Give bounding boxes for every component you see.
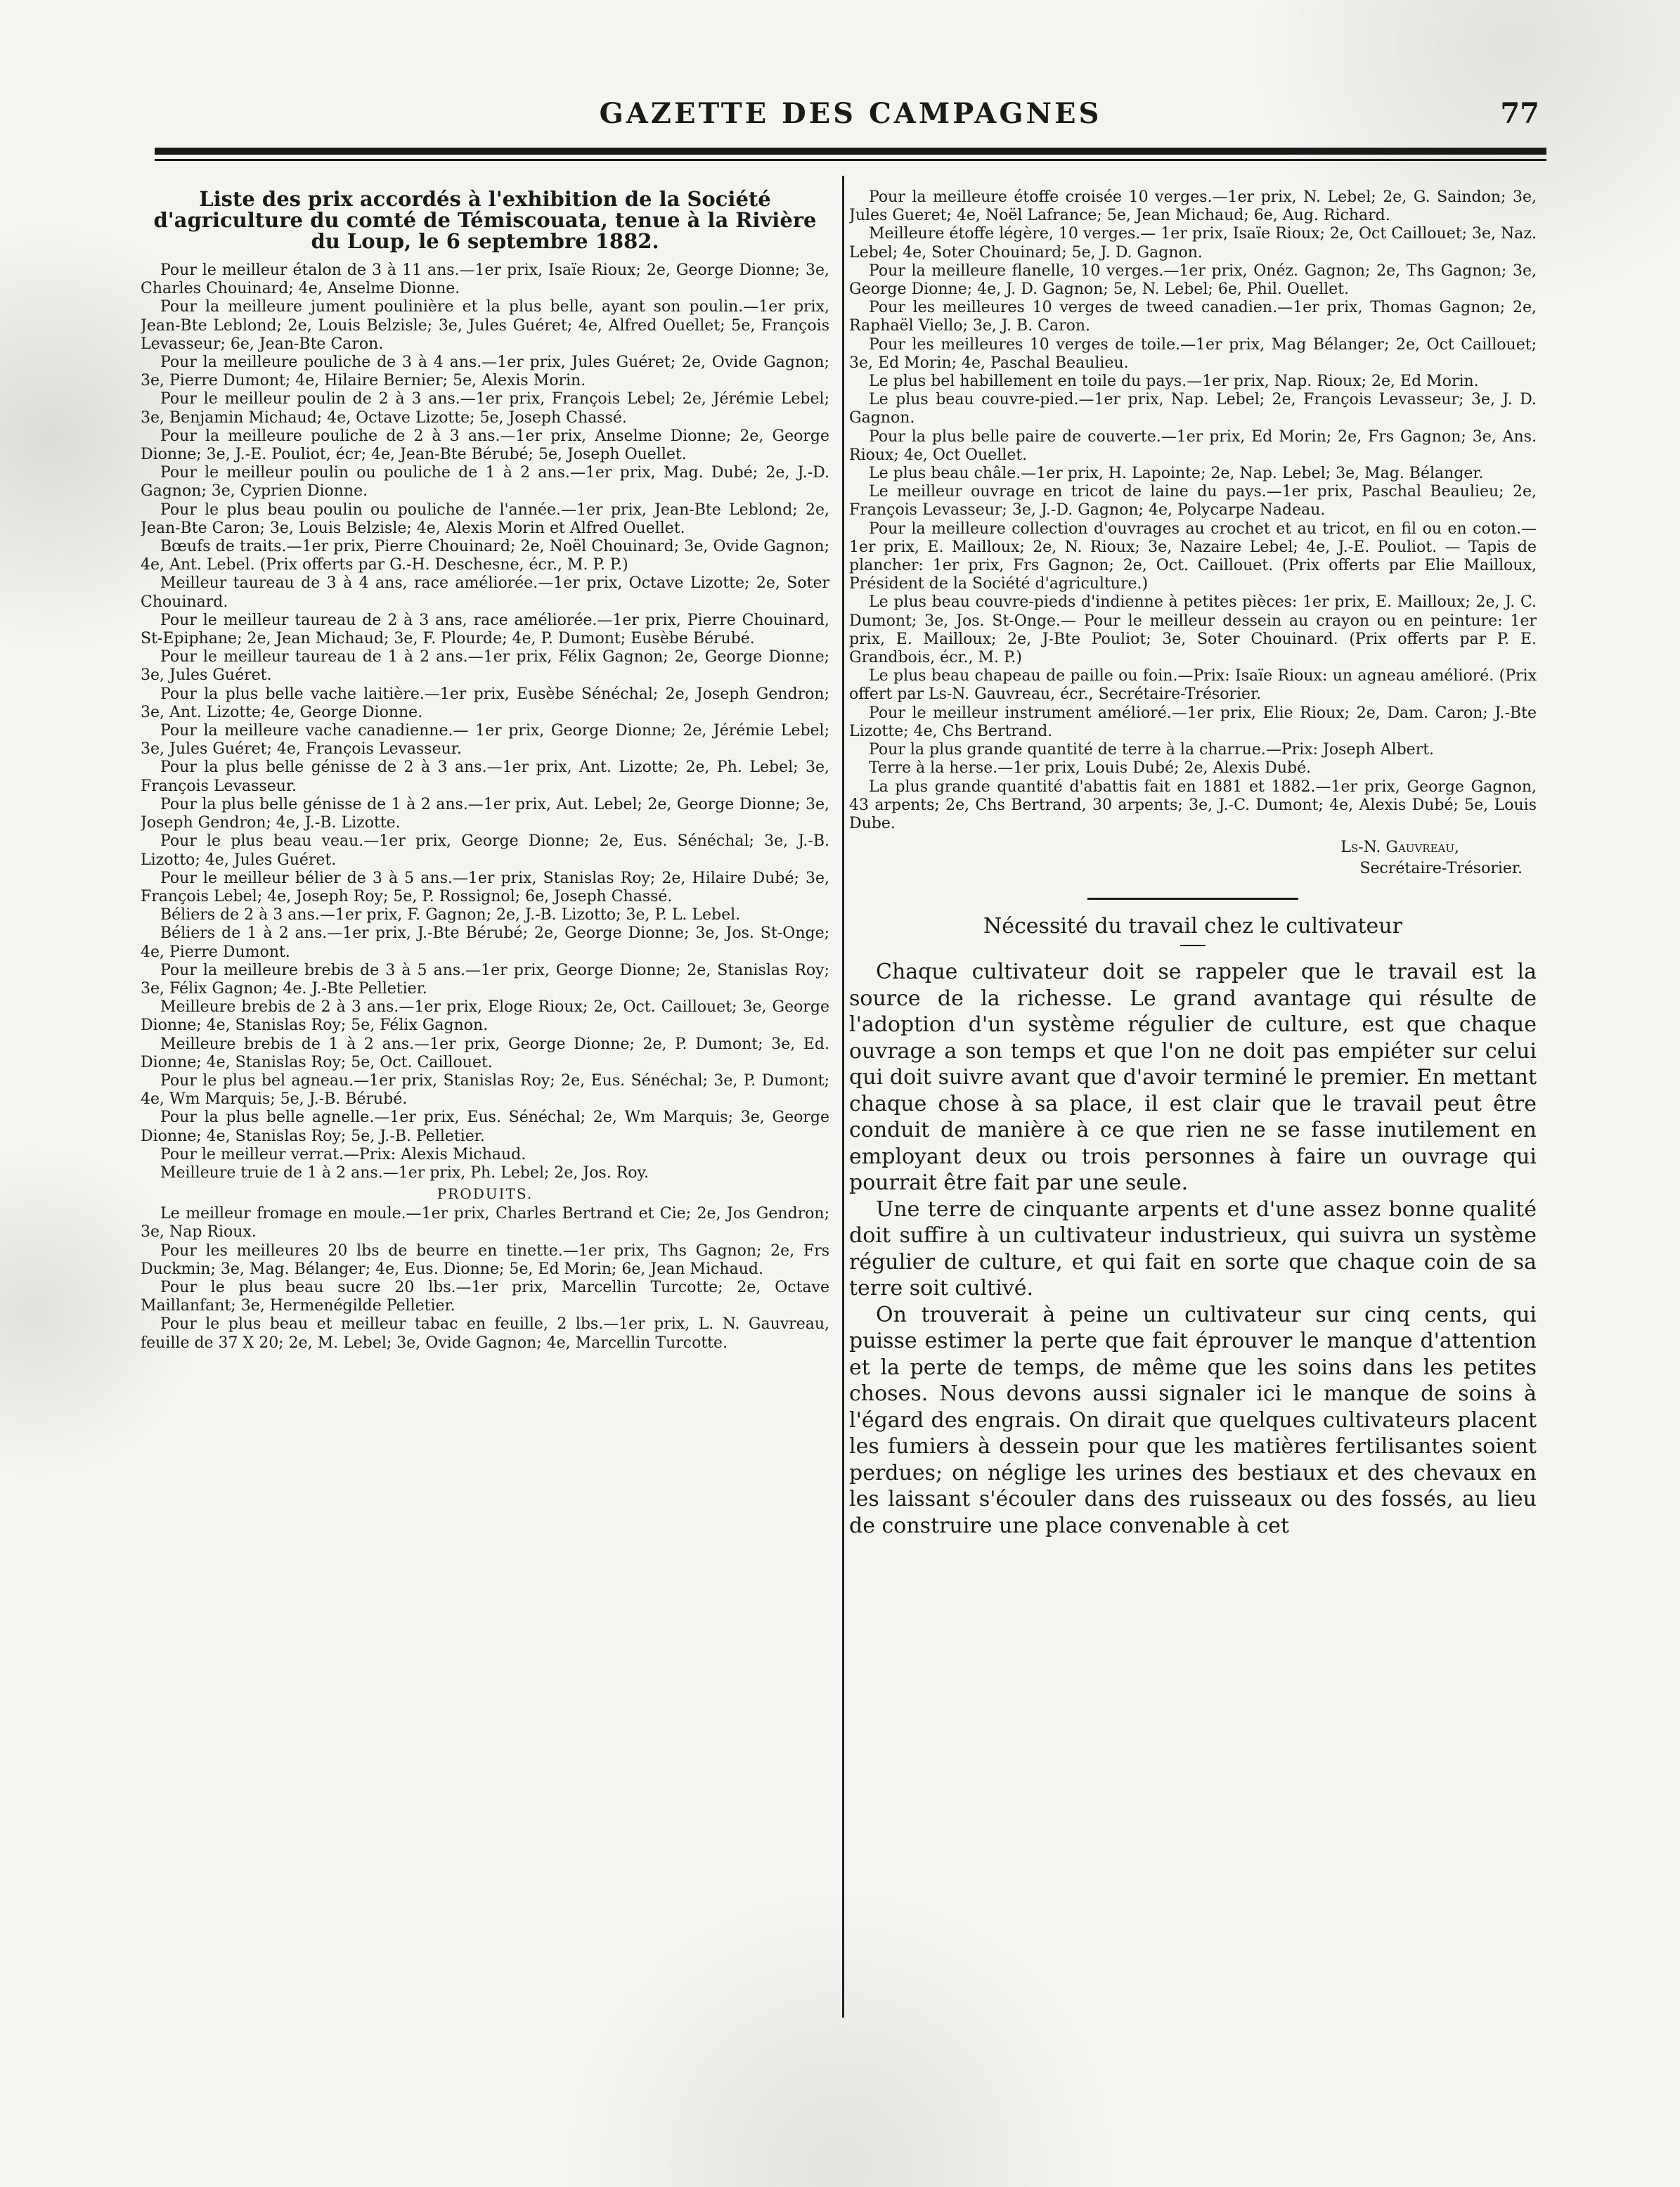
prize-entry: Pour la plus belle génisse de 1 à 2 ans.—1er prix, Aut. Lebel; 2e, George Dionne; 3e, Joseph Gendron; 4e, J.-B. Lizotte. (141, 795, 829, 832)
prize-entry: Pour les meilleures 10 verges de tweed canadien.—1er prix, Thomas Gagnon; 2e, Raphaël Viello; 3e, J. B. Caron. (849, 299, 1537, 335)
header-rule-thin (155, 159, 1546, 161)
prize-entry: Pour le meilleur taureau de 2 à 3 ans, race améliorée.—1er prix, Pierre Chouinard, St-Epiphane; 2e, Jean Michaud; 3e, F. Plourde; 4e, P. Dumont; Eusèbe Bérubé. (141, 611, 829, 648)
prize-entry: Pour le meilleur poulin ou pouliche de 1 à 2 ans.—1er prix, Mag. Dubé; 2e, J.-D. Gagnon; 3e, Cyprien Dionne. (141, 464, 829, 501)
prize-list (141, 262, 829, 1182)
prize-entry: Pour la meilleure flanelle, 10 verges.—1er prix, Onéz. Gagnon; 2e, Ths Gagnon; 3e, George Dionne; 4e, J. D. Gagnon; 5e, N. Lebel; 6e, Phil. Ouellet. (849, 262, 1537, 299)
prize-entry: Pour la meilleure vache canadienne.— 1er prix, George Dionne; 2e, Jérémie Lebel; 3e, Jules Guéret; 4e, François Levasseur. (141, 722, 829, 759)
prize-entry: Le plus beau chapeau de paille ou foin.—Prix: Isaïe Rioux: un agneau amélioré. (Prix offert par Ls-N. Gauvreau, écr., Secrétaire-Trésorier. (849, 667, 1537, 704)
prize-entry: Le meilleur ouvrage en tricot de laine du pays.—1er prix, Paschal Beaulieu; 2e, François Levasseur; 3e, J.-D. Gagnon; 4e, Polycarpe Nadeau. (849, 483, 1537, 520)
article-paragraph: Chaque cultivateur doit se rappeler que le travail est la source de la richesse. Le grand avantage qui résulte de l'adoption d'un système régulier de culture, est que chaque ouvrage a son temps et que l'on ne doit pas empiéter sur celui qui doit suivre avant que d'avoir terminé le premier. En mettant chaque chose à sa place, il est clair que le travail peut être conduit de manière à ce que rien ne se fasse inutilement en employant deux ou trois personnes à faire un ouvrage qui pourrait être fait par une seule. (849, 960, 1537, 1196)
prize-entry: Pour la plus belle génisse de 2 à 3 ans.—1er prix, Ant. Lizotte; 2e, Ph. Lebel; 3e, François Levasseur. (141, 759, 829, 795)
prize-entry: Pour le plus beau poulin ou pouliche de l'année.—1er prix, Jean-Bte Leblond; 2e, Jean-Bte Caron; 3e, Louis Belzisle; 4e, Alexis Morin et Alfred Ouellet. (141, 501, 829, 537)
signature (849, 837, 1537, 879)
prize-entry: Béliers de 2 à 3 ans.—1er prix, F. Gagnon; 2e, J.-B. Lizotto; 3e, P. L. Lebel. (160, 906, 741, 924)
right-column (849, 188, 1537, 2030)
prize-entry: Pour le plus beau veau.—1er prix, George Dionne; 2e, Eus. Sénéchal; 3e, J.-B. Lizotto; 4e, Jules Guéret. (141, 832, 829, 869)
signature-name: Ls-N. Gauvreau, (1340, 839, 1459, 857)
prize-entry: Le plus beau châle.—1er prix, H. Lapointe; 2e, Nap. Lebel; 3e, Mag. Bélanger. (869, 465, 1484, 483)
prize-entry: Pour le meilleur bélier de 3 à 5 ans.—1er prix, Stanislas Roy; 2e, Hilaire Dubé; 3e, François Lebel; 4e, Joseph Roy; 5e, P. Rossignol; 6e, Joseph Chassé. (141, 869, 829, 905)
products-heading: PRODUITS. (437, 1185, 534, 1203)
prize-entry: Pour la meilleure étoffe croisée 10 verges.—1er prix, N. Lebel; 2e, G. Saindon; 3e, Jules Gueret; 4e, Noël Lafrance; 5e, Jean Michaud; 6e, Aug. Richard. (849, 188, 1537, 225)
prize-list-continued (849, 188, 1537, 833)
newspaper-title: GAZETTE DES CAMPAGNES (599, 97, 1102, 130)
article-paragraph: Une terre de cinquante arpents et d'une assez bonne qualité doit suffire à un cultivateur industrieux, qui suivra un système régulier de culture, et qui fait en sorte que chaque coin de sa terre soit cultivé. (849, 1196, 1537, 1301)
prize-entry: Bœufs de traits.—1er prix, Pierre Chouinard; 2e, Noël Chouinard; 3e, Ovide Gagnon; 4e, Ant. Lebel. (Prix offerts par G.-H. Deschesne, écr., M. P. P.) (141, 538, 829, 574)
prize-entry: Pour la meilleure jument poulinière et la plus belle, ayant son poulin.—1er prix, Jean-Bte Leblond; 2e, Louis Belzisle; 3e, Jules Guéret; 4e, Alfred Ouellet; 5e, François Levasseur; 6e, Jean-Bte Caron. (141, 298, 829, 353)
product-entry: Pour le plus beau et meilleur tabac en feuille, 2 lbs.—1er prix, L. N. Gauvreau, feuille de 37 X 20; 2e, M. Lebel; 3e, Ovide Gagnon; 4e, Marcellin Turcotte. (141, 1315, 829, 1352)
product-entry: Pour les meilleures 20 lbs de beurre en tinette.—1er prix, Ths Gagnon; 2e, Frs Duckmin; 3e, Mag. Bélanger; 4e, Eus. Dionne; 5e, Ed Morin; 6e, Jean Michaud. (141, 1241, 829, 1278)
prize-list-title: Liste des prix accordés à l'exhibition de la Société d'agriculture du comté de Témiscouata, tenue à la Rivière du Loup, le 6 septembre 1882. (153, 188, 817, 253)
column-divider (842, 176, 844, 2018)
prize-entry: Béliers de 1 à 2 ans.—1er prix, J.-Bte Bérubé; 2e, George Dionne; 3e, Jos. St-Onge; 4e, Pierre Dumont. (141, 924, 829, 961)
page-number: 77 (1500, 97, 1539, 130)
prize-entry: Meilleure brebis de 1 à 2 ans.—1er prix, George Dionne; 2e, P. Dumont; 3e, Ed. Dionne; 4e, Stanislas Roy; 5e, Oct. Caillouet. (141, 1035, 829, 1071)
prize-entry: Pour la meilleure collection d'ouvrages au crochet et au tricot, en fil ou en coton.—1er prix, E. Mailloux; 2e, N. Rioux; 3e, Nazaire Lebel; 4e, J.-E. Pouliot. — Tapis de plancher: 1er prix, Frs Gagnon; 2e, Oct. Caillouet. (Prix offerts par Elie Mailloux, Président de la Société d'agriculture.) (849, 520, 1537, 593)
product-entry: Pour le plus beau sucre 20 lbs.—1er prix, Marcellin Turcotte; 2e, Octave Maillanfant; 3e, Hermenégilde Pelletier. (141, 1278, 829, 1315)
article-body (849, 959, 1537, 1539)
left-column (141, 188, 829, 2030)
article-title: Nécessité du travail chez le cultivateur (983, 914, 1402, 939)
prize-entry: Pour le meilleur poulin de 2 à 3 ans.—1er prix, François Lebel; 2e, Jérémie Lebel; 3e, Benjamin Michaud; 4e, Octave Lizotte; 5e, Joseph Chassé. (141, 390, 829, 427)
prize-entry: Pour le meilleur étalon de 3 à 11 ans.—1er prix, Isaïe Rioux; 2e, George Dionne; 3e, Charles Chouinard; 4e, Anselme Dionne. (141, 262, 829, 298)
prize-entry: Le plus bel habillement en toile du pays.—1er prix, Nap. Rioux; 2e, Ed Morin. (869, 373, 1479, 391)
prize-entry: Pour la plus belle paire de couverte.—1er prix, Ed Morin; 2e, Frs Gagnon; 3e, Ans. Rioux; 4e, Oct Ouellet. (849, 427, 1537, 464)
prize-entry: La plus grande quantité d'abattis fait en 1881 et 1882.—1er prix, George Gagnon, 43 arpents; 2e, Chs Bertrand, 30 arpents; 3e, J.-C. Dumont; 4e, Alexis Dubé; 5e, Louis Dube. (849, 778, 1537, 832)
prize-entry: Pour la meilleure pouliche de 2 à 3 ans.—1er prix, Anselme Dionne; 2e, George Dionne; 3e, J.-E. Pouliot, écr; 4e, Jean-Bte Bérubé; 5e, Joseph Ouellet. (141, 427, 829, 464)
prize-entry: Pour le meilleur taureau de 1 à 2 ans.—1er prix, Félix Gagnon; 2e, George Dionne; 3e, Jules Guéret. (141, 648, 829, 685)
masthead (162, 97, 1539, 139)
prize-entry: Pour les meilleures 10 verges de toile.—1er prix, Mag Bélanger; 2e, Oct Caillouet; 3e, Ed Morin; 4e, Paschal Beaulieu. (849, 335, 1537, 372)
prize-entry: Meilleure brebis de 2 à 3 ans.—1er prix, Eloge Rioux; 2e, Oct. Caillouet; 3e, George Dionne; 4e, Stanislas Roy; 5e, Félix Gagnon. (141, 998, 829, 1035)
prize-entry: Pour la plus grande quantité de terre à la charrue.—Prix: Joseph Albert. (869, 741, 1435, 759)
article-paragraph: On trouverait à peine un cultivateur sur cinq cents, qui puisse estimer la perte que fait éprouver le manque d'attention et la perte de temps, de même que les soins dans les petites choses. Nous devons aussi signaler ici le manque de soins à l'égard des engrais. On dirait que quelques cultivateurs placent les fumiers à dessein pour que les matières fertilisantes soient perdues; on néglige les urines des bestiaux et des chevaux en les laissant s'écouler dans des ruisseaux ou des fossés, au lieu de construire une place convenable à cet (849, 1302, 1537, 1538)
prize-entry: Pour la meilleure brebis de 3 à 5 ans.—1er prix, George Dionne; 2e, Stanislas Roy; 3e, Félix Gagnon; 4e. J.-Bte Pelletier. (141, 961, 829, 998)
prize-entry: Pour la plus belle agnelle.—1er prix, Eus. Sénéchal; 2e, Wm Marquis; 3e, George Dionne; 4e, Stanislas Roy; 5e, J.-B. Pelletier. (141, 1109, 829, 1145)
prize-entry: Pour le meilleur verrat.—Prix: Alexis Michaud. (160, 1145, 526, 1163)
header-rule-thick (155, 148, 1546, 155)
prize-entry: Meilleur taureau de 3 à 4 ans, race améliorée.—1er prix, Octave Lizotte; 2e, Soter Chouinard. (141, 574, 829, 611)
prize-entry: Pour la meilleure pouliche de 3 à 4 ans.—1er prix, Jules Guéret; 2e, Ovide Gagnon; 3e, Pierre Dumont; 4e, Hilaire Bernier; 5e, Alexis Morin. (141, 354, 829, 390)
prize-entry: Le plus beau couvre-pied.—1er prix, Nap. Lebel; 2e, François Levasseur; 3e, J. D. Gagnon. (849, 391, 1537, 427)
prize-entry: Meilleure truie de 1 à 2 ans.—1er prix, Ph. Lebel; 2e, Jos. Roy. (160, 1163, 650, 1182)
prize-entry: Le plus beau couvre-pieds d'indienne à petites pièces: 1er prix, E. Mailloux; 2e, J. C. Dumont; 3e, Jos. St-Onge.— Pour le meilleur dessein au crayon ou en peinture: 1er prix, E. Mailloux; 2e, J-Bte Pouliot; 3e, Soter Chouinard. (Prix offerts par P. E. Grandbois, écr., M. P.) (849, 593, 1537, 667)
prize-entry: Meilleure étoffe légère, 10 verges.— 1er prix, Isaïe Rioux; 2e, Oct Caillouet; 3e, Naz. Lebel; 4e, Soter Chouinard; 5e, J. D. Gagnon. (849, 225, 1537, 262)
product-entry: Le meilleur fromage en moule.—1er prix, Charles Bertrand et Cie; 2e, Jos Gendron; 3e, Nap Rioux. (141, 1205, 829, 1241)
prize-entry: Pour le meilleur instrument amélioré.—1er prix, Elie Rioux; 2e, Dam. Caron; J.-Bte Lizotte; 4e, Chs Bertrand. (849, 704, 1537, 740)
section-divider (1087, 898, 1298, 900)
prize-entry: Pour le plus bel agneau.—1er prix, Stanislas Roy; 2e, Eus. Sénéchal; 3e, P. Dumont; 4e, Wm Marquis; 5e, J.-B. Bérubé. (141, 1071, 829, 1109)
products-list (141, 1205, 829, 1353)
prize-entry: Terre à la herse.—1er prix, Louis Dubé; 2e, Alexis Dubé. (869, 759, 1312, 778)
prize-entry: Pour la plus belle vache laitière.—1er prix, Eusèbe Sénéchal; 2e, Joseph Gendron; 3e, Ant. Lizotte; 4e, George Dionne. (141, 685, 829, 721)
title-dash (1180, 945, 1206, 946)
signature-role: Secrétaire-Trésorier. (1359, 860, 1523, 878)
